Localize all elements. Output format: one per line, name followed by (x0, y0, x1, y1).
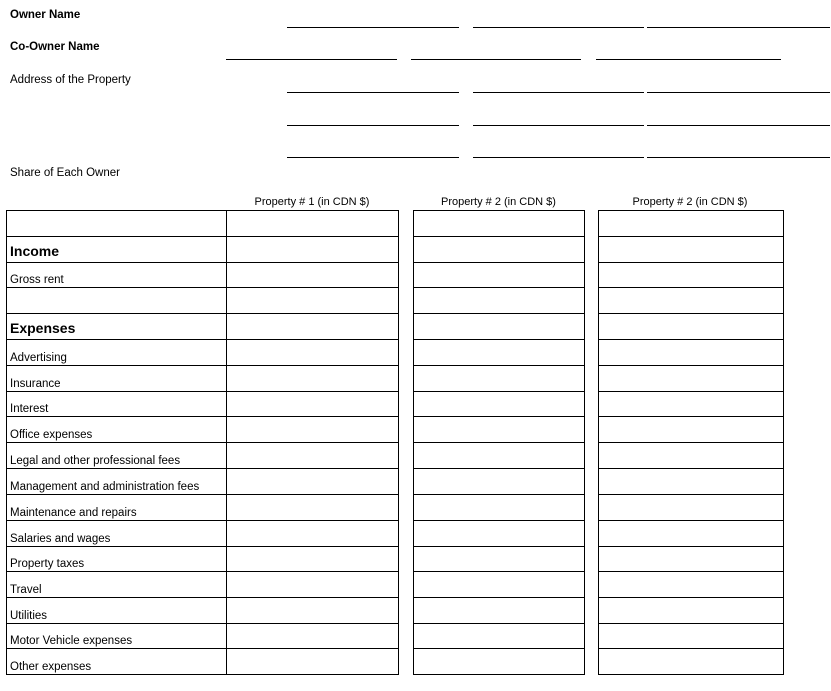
row-label-maintenance-and-repairs: Maintenance and repairs (7, 495, 227, 521)
table-row (414, 392, 585, 417)
row-label-travel: Travel (7, 572, 227, 598)
property-2-cell-maintenance-and-repairs[interactable] (414, 495, 585, 521)
property-3-cell-utilities[interactable] (599, 598, 784, 624)
property-3-cell-blank[interactable] (599, 288, 784, 314)
table-row (599, 417, 784, 443)
property-2-cell-legal-and-other-professional-fees[interactable] (414, 443, 585, 469)
property-2-cell-insurance[interactable] (414, 366, 585, 392)
property-2-cell-income[interactable] (414, 237, 585, 263)
table-row (7, 237, 399, 263)
property-3-cell-insurance[interactable] (599, 366, 784, 392)
property-1-cell-income[interactable] (227, 237, 399, 263)
table-row (414, 366, 585, 392)
table-row (414, 598, 585, 624)
table-row (599, 624, 784, 649)
table-row (414, 211, 585, 237)
table-row (414, 521, 585, 547)
address-field-line-3b[interactable] (473, 157, 644, 158)
address-field-line-2c[interactable] (647, 125, 830, 126)
row-label-management-and-administration-fees: Management and administration fees (7, 469, 227, 495)
table-row (414, 237, 585, 263)
property-2-cell-salaries-and-wages[interactable] (414, 521, 585, 547)
property-3-cell-income[interactable] (599, 237, 784, 263)
table-row (599, 288, 784, 314)
address-field-line-2a[interactable] (287, 125, 459, 126)
co-owner-name-label: Co-Owner Name (10, 41, 100, 53)
row-label-advertising: Advertising (7, 340, 227, 366)
property-3-cell-office-expenses[interactable] (599, 417, 784, 443)
table-row (599, 572, 784, 598)
table-row (599, 495, 784, 521)
table-row (7, 624, 399, 649)
owner-name-field-2[interactable] (473, 27, 644, 28)
address-field-line-3a[interactable] (287, 157, 459, 158)
property-1-cell-other-expenses[interactable] (227, 649, 399, 675)
row-label-gross-rent: Gross rent (7, 263, 227, 288)
property-2-cell-motor-vehicle-expenses[interactable] (414, 624, 585, 649)
address-label: Address of the Property (10, 74, 131, 86)
co-owner-name-field-2[interactable] (411, 59, 581, 60)
property-2-cell-other-expenses[interactable] (414, 649, 585, 675)
table-row (599, 443, 784, 469)
table-row (599, 314, 784, 340)
table-row (7, 340, 399, 366)
row-label-interest: Interest (7, 392, 227, 417)
table-row (599, 211, 784, 237)
property-3-cell-maintenance-and-repairs[interactable] (599, 495, 784, 521)
property-1-cell-utilities[interactable] (227, 598, 399, 624)
property-2-cell-travel[interactable] (414, 572, 585, 598)
table-row (599, 366, 784, 392)
property-1-cell-maintenance-and-repairs[interactable] (227, 495, 399, 521)
owner-name-label: Owner Name (10, 9, 81, 21)
table-row (414, 340, 585, 366)
property-2-cell-expenses[interactable] (414, 314, 585, 340)
table-row (599, 547, 784, 572)
address-field-line-1c[interactable] (647, 92, 830, 93)
table-row (414, 495, 585, 521)
address-field-line-1a[interactable] (287, 92, 459, 93)
address-field-line-1b[interactable] (473, 92, 644, 93)
table-row (7, 495, 399, 521)
table-row (599, 598, 784, 624)
table-row (7, 314, 399, 340)
table-row (414, 314, 585, 340)
section-heading-expenses: Expenses (7, 314, 227, 340)
table-row (7, 547, 399, 572)
property-2-cell-blank[interactable] (414, 288, 585, 314)
table-row (7, 598, 399, 624)
property-1-cell-gross-rent[interactable] (227, 263, 399, 288)
table-row (599, 263, 784, 288)
table-row (7, 392, 399, 417)
property-3-cell-travel[interactable] (599, 572, 784, 598)
property-3-cell-gross-rent[interactable] (599, 263, 784, 288)
section-heading-income: Income (7, 237, 227, 263)
property-1-cell-property-taxes[interactable] (227, 547, 399, 572)
property-3-cell-expenses[interactable] (599, 314, 784, 340)
address-field-line-2b[interactable] (473, 125, 644, 126)
property-2-cell-advertising[interactable] (414, 340, 585, 366)
table-row (599, 340, 784, 366)
property-1-cell-interest[interactable] (227, 392, 399, 417)
table-row (599, 237, 784, 263)
table-row (599, 469, 784, 495)
table-row (7, 366, 399, 392)
table-row (414, 624, 585, 649)
property-3-cell-management-and-administration-fees[interactable] (599, 469, 784, 495)
row-label-legal-and-other-professional-fees: Legal and other professional fees (7, 443, 227, 469)
income-expense-table (6, 210, 399, 675)
table-row (414, 443, 585, 469)
owner-name-field-3[interactable] (647, 27, 830, 28)
table-row (7, 469, 399, 495)
row-label-property-taxes: Property taxes (7, 547, 227, 572)
owner-name-field-1[interactable] (287, 27, 459, 28)
table-row (414, 469, 585, 495)
row-label-motor-vehicle-expenses: Motor Vehicle expenses (7, 624, 227, 649)
row-label-blank (7, 211, 227, 237)
row-label-utilities: Utilities (7, 598, 227, 624)
row-label-office-expenses: Office expenses (7, 417, 227, 443)
property-2-cell-blank[interactable] (414, 211, 585, 237)
property-2-cell-management-and-administration-fees[interactable] (414, 469, 585, 495)
table-row (7, 263, 399, 288)
row-label-salaries-and-wages: Salaries and wages (7, 521, 227, 547)
table-row (7, 211, 399, 237)
property-2-table (413, 210, 585, 675)
table-row (414, 572, 585, 598)
row-label-other-expenses: Other expenses (7, 649, 227, 675)
property-1-cell-salaries-and-wages[interactable] (227, 521, 399, 547)
table-row (414, 417, 585, 443)
property-2-cell-utilities[interactable] (414, 598, 585, 624)
property-1-cell-expenses[interactable] (227, 314, 399, 340)
property-1-cell-office-expenses[interactable] (227, 417, 399, 443)
property-3-cell-legal-and-other-professional-fees[interactable] (599, 443, 784, 469)
table-row (414, 288, 585, 314)
property-1-cell-advertising[interactable] (227, 340, 399, 366)
row-label-insurance: Insurance (7, 366, 227, 392)
property-1-cell-insurance[interactable] (227, 366, 399, 392)
table-row (7, 288, 399, 314)
property-1-cell-travel[interactable] (227, 572, 399, 598)
column-header-property-1: Property # 1 (in CDN $) (254, 196, 370, 208)
property-1-cell-legal-and-other-professional-fees[interactable] (227, 443, 399, 469)
property-2-cell-gross-rent[interactable] (414, 263, 585, 288)
table-row (414, 649, 585, 675)
property-3-table (598, 210, 784, 675)
property-3-cell-salaries-and-wages[interactable] (599, 521, 784, 547)
column-header-property-3: Property # 2 (in CDN $) (632, 196, 748, 208)
property-3-cell-property-taxes[interactable] (599, 547, 784, 572)
table-row (7, 417, 399, 443)
property-1-cell-blank[interactable] (227, 211, 399, 237)
table-row (7, 443, 399, 469)
co-owner-name-field-3[interactable] (596, 59, 781, 60)
property-2-cell-interest[interactable] (414, 392, 585, 417)
share-of-each-owner-label: Share of Each Owner (10, 167, 120, 179)
column-header-property-2: Property # 2 (in CDN $) (441, 196, 556, 208)
property-1-cell-management-and-administration-fees[interactable] (227, 469, 399, 495)
address-field-line-3c[interactable] (647, 157, 830, 158)
property-1-cell-motor-vehicle-expenses[interactable] (227, 624, 399, 649)
table-row (414, 547, 585, 572)
table-row (599, 521, 784, 547)
property-3-cell-blank[interactable] (599, 211, 784, 237)
property-2-cell-property-taxes[interactable] (414, 547, 585, 572)
table-row (599, 392, 784, 417)
table-row (414, 263, 585, 288)
property-2-cell-office-expenses[interactable] (414, 417, 585, 443)
table-row (7, 572, 399, 598)
property-3-cell-other-expenses[interactable] (599, 649, 784, 675)
property-3-cell-motor-vehicle-expenses[interactable] (599, 624, 784, 649)
property-1-cell-blank[interactable] (227, 288, 399, 314)
property-3-cell-interest[interactable] (599, 392, 784, 417)
property-3-cell-advertising[interactable] (599, 340, 784, 366)
table-row (7, 521, 399, 547)
table-row (7, 649, 399, 675)
co-owner-name-field-1[interactable] (226, 59, 397, 60)
row-label-blank (7, 288, 227, 314)
table-row (599, 649, 784, 675)
